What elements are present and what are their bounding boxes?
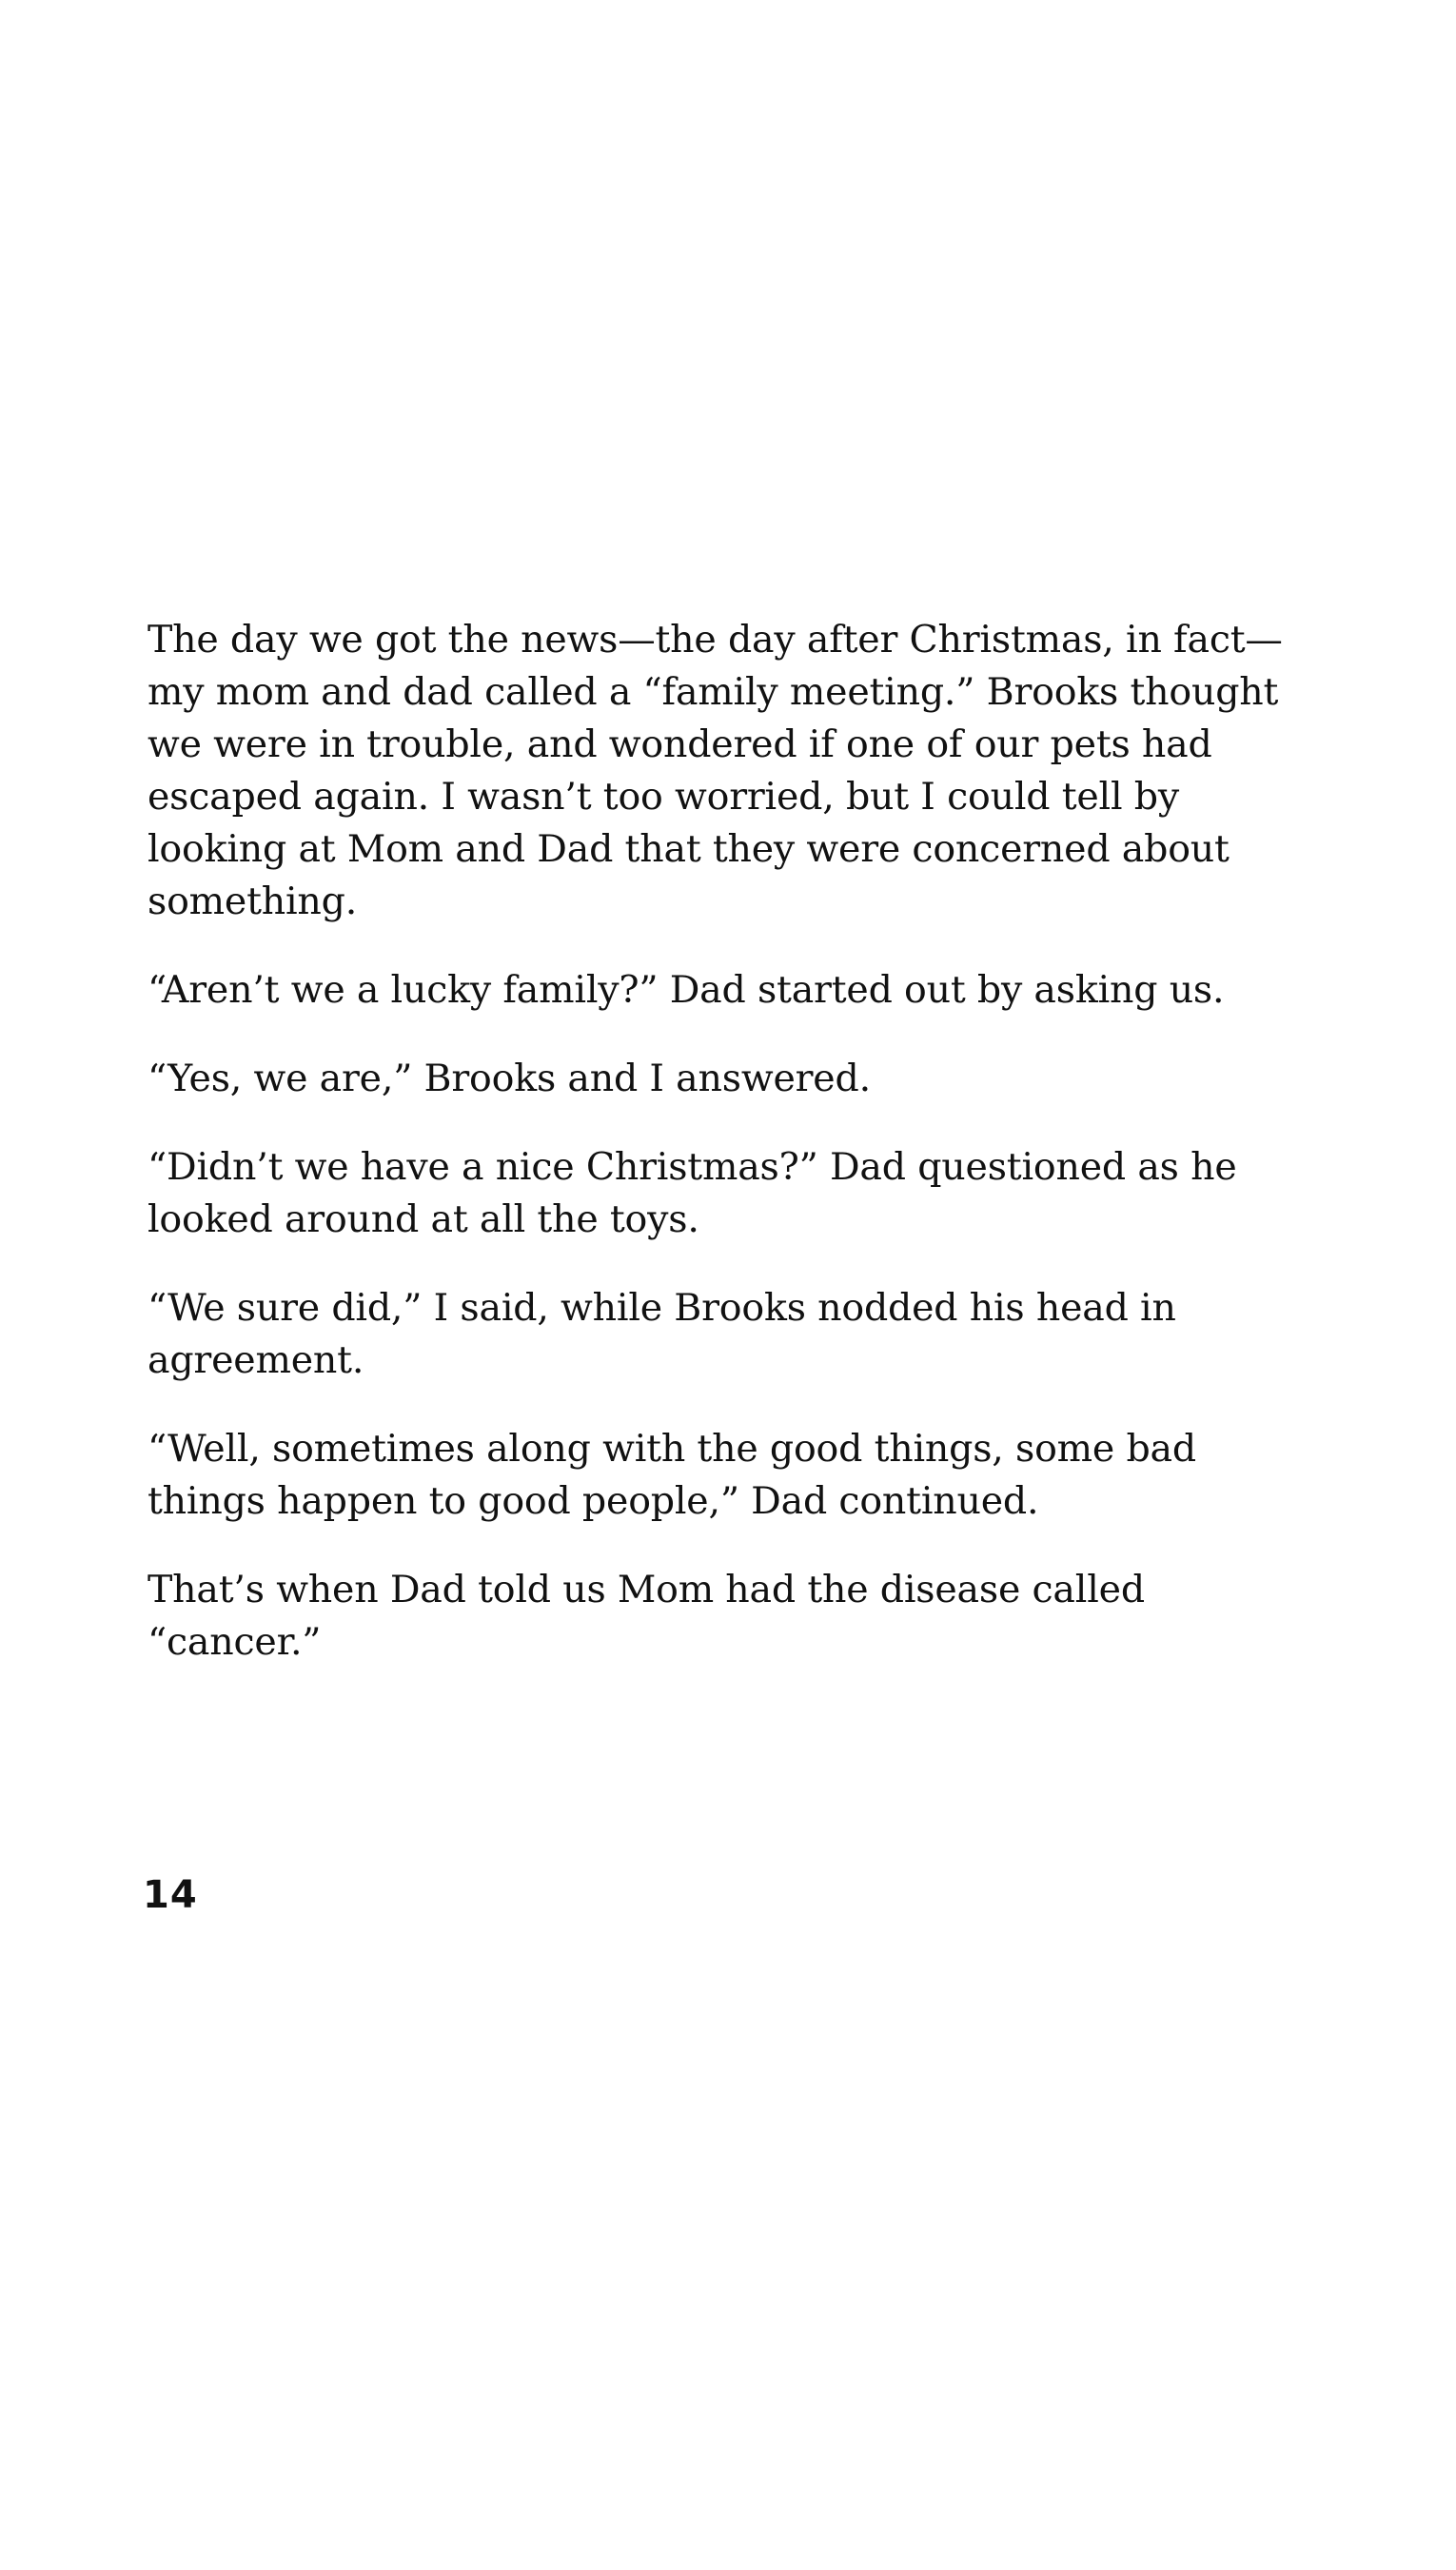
paragraph-yes-we-are: “Yes, we are,” Brooks and I answered. — [148, 1057, 871, 1100]
paragraph-lucky-family: “Aren’t we a lucky family?” Dad started out by asking us. — [148, 968, 1225, 1012]
body-text — [148, 614, 1318, 1705]
paragraph-family-meeting: The day we got the news—the day after Christmas, in fact—my mom and dad called a “family meeting.” Brooks thought we were in trouble, and wondered if one of our pets had escaped again. I wasn’t too worried, but I could tell by looking at Mom and Dad that they were concerned about something. — [148, 618, 1283, 923]
paragraph-nice-christmas: “Didn’t we have a nice Christmas?” Dad questioned as he looked around at all the toys. — [148, 1145, 1237, 1241]
paragraph-bad-things: “Well, sometimes along with the good things, some bad things happen to good people,” Dad continued. — [148, 1427, 1196, 1523]
page-number: 14 — [143, 1873, 198, 1917]
paragraph-we-sure-did: “We sure did,” I said, while Brooks nodded his head in agreement. — [148, 1286, 1176, 1382]
paragraph-cancer: That’s when Dad told us Mom had the disease called “cancer.” — [148, 1568, 1145, 1664]
